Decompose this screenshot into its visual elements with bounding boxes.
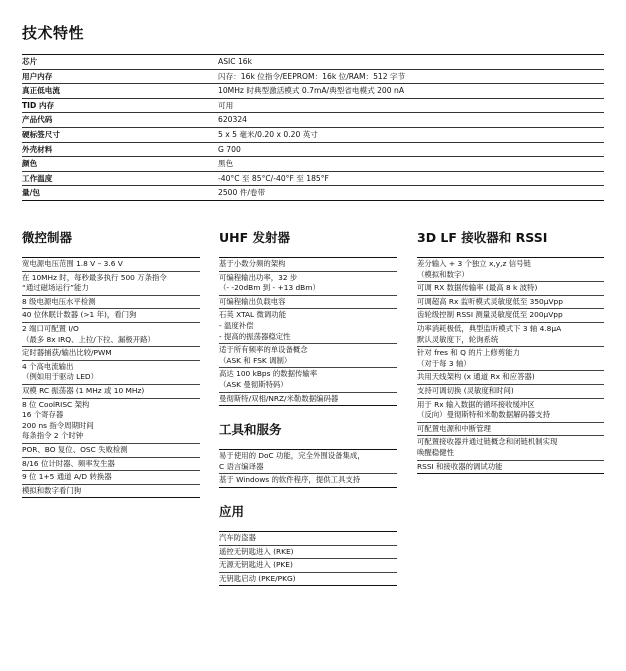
- feature-list-item: 可调 RX 数据传输率 (最高 8 k 波特): [417, 282, 604, 296]
- spec-value: G 700: [218, 142, 604, 157]
- feature-list-item: 在 10MHz 时，每秒最多执行 500 万条指令 “通过磁场运行”能力: [22, 272, 200, 296]
- spec-key: 量/包: [22, 186, 218, 201]
- feature-list-item: 用于 Rx 输入数据的循环接收缓冲区 （反向）曼彻斯特和米勒数据解码器支持: [417, 399, 604, 423]
- spec-value: -40°C 至 85°C/-40°F 至 185°F: [218, 171, 604, 186]
- spec-row: [22, 113, 604, 128]
- feature-list: [219, 531, 397, 586]
- spec-table: [22, 54, 604, 201]
- feature-list: [219, 449, 397, 488]
- feature-list-item: POR、BO 复位、OSC 失败检测: [22, 444, 200, 458]
- feature-list-item: 可配置接收器并通过链概念和闭链机制实现 唤醒稳健性: [417, 436, 604, 460]
- feature-list-item: 齿轮级控制 RSSI 测量灵敏度低至 200µVpp: [417, 309, 604, 323]
- feature-list-item: 易于使用的 DoC 功能，完全外围设备集成， C 语言编译器: [219, 450, 397, 474]
- feature-list-item: 双模 RC 振荡器 (1 MHz 或 10 MHz): [22, 385, 200, 399]
- feature-list-item: 可编程输出功率，32 步 （- -20dBm 到 - +13 dBm）: [219, 272, 397, 296]
- feature-list-item: 9 位 1+5 通道 A/D 转换器: [22, 471, 200, 485]
- spec-key: 工作温度: [22, 171, 218, 186]
- feature-list-item: 无钥匙启动 (PKE/PKG): [219, 573, 397, 587]
- feature-list-item: 高达 100 kBps 的数据传输率 （ASK 曼彻斯特码）: [219, 368, 397, 392]
- spec-value: 闪存：16k 位指令/EEPROM：16k 位/RAM：512 字节: [218, 69, 604, 84]
- section-heading: 3D LF 接收器和 RSSI: [417, 230, 548, 245]
- feature-column-1: [22, 228, 200, 498]
- feature-list-item: 共用天线架构 (x 通道 Rx 和应答器): [417, 371, 604, 385]
- feature-list-item: 40 位休眠计数器 (>1 年)，看门狗: [22, 309, 200, 323]
- feature-list-item: 遥控无钥匙进入 (RKE): [219, 546, 397, 560]
- section-heading: UHF 发射器: [219, 230, 291, 245]
- feature-list: [219, 257, 397, 406]
- spec-row: [22, 157, 604, 172]
- feature-list-item: 2 端口可配置 I/O （最多 8x IRQ、上拉/下拉、漏极开路）: [22, 323, 200, 347]
- feature-list-item: 差分输入 + 3 个独立 x,y,z 信号链 （模拟和数字）: [417, 258, 604, 282]
- feature-list-item: RSSI 和接收器的调试功能: [417, 461, 604, 475]
- spec-key: 硬标签尺寸: [22, 127, 218, 142]
- feature-section: [219, 420, 397, 488]
- spec-table-body: [22, 55, 604, 201]
- spec-key: 芯片: [22, 55, 218, 70]
- spec-value: ASIC 16k: [218, 55, 604, 70]
- feature-section: [219, 228, 397, 406]
- feature-column-2: [219, 228, 397, 586]
- spec-key: 真正低电流: [22, 84, 218, 99]
- feature-list-item: 石英 XTAL 微调功能 - 温度补偿 - 提高的振荡器稳定性: [219, 309, 397, 344]
- section-heading: 工具和服务: [219, 422, 282, 438]
- spec-value: 可用: [218, 98, 604, 113]
- feature-list-item: 可配置电源和中断管理: [417, 423, 604, 437]
- feature-list-item: 8 级电源电压水平检测: [22, 296, 200, 310]
- feature-list-item: 8 位 CoolRISC 架构 16 个寄存器 200 ns 指令周期时间 每条指令 2 个时钟: [22, 399, 200, 444]
- spec-row: [22, 84, 604, 99]
- spec-row: [22, 98, 604, 113]
- feature-list-item: 基于 Windows 的软件程序，提供工具支持: [219, 474, 397, 488]
- feature-list-item: 支持可调切换 (灵敏度和时间): [417, 385, 604, 399]
- spec-value: 5 x 5 毫米/0.20 x 0.20 英寸: [218, 127, 604, 142]
- spec-row: [22, 69, 604, 84]
- feature-list-item: 曼彻斯特/双相/NRZ/米勒数据编码器: [219, 393, 397, 407]
- feature-list: [417, 257, 604, 474]
- spec-key: 颜色: [22, 157, 218, 172]
- datasheet-page: [22, 22, 604, 583]
- feature-list-item: 8/16 位计时器、频率发生器: [22, 458, 200, 472]
- feature-list-item: 汽车防盗器: [219, 532, 397, 546]
- spec-value: 620324: [218, 113, 604, 128]
- feature-section: [219, 502, 397, 586]
- spec-row: [22, 55, 604, 70]
- feature-list-item: 功率消耗极低，典型监听模式下 3 轴 4.8µA 默认灵敏度下，轮询系统: [417, 323, 604, 347]
- spec-value: 黑色: [218, 157, 604, 172]
- feature-list-item: 可编程输出负载电容: [219, 296, 397, 310]
- feature-list-item: 基于小数分频的架构: [219, 258, 397, 272]
- spec-key: 产品代码: [22, 113, 218, 128]
- spec-value: 10MHz 时典型激活模式 0.7mA/典型省电模式 200 nA: [218, 84, 604, 99]
- feature-list-item: 4 个高电流输出 （例如用于驱动 LED）: [22, 361, 200, 385]
- feature-list-item: 适于所有频率的单设备概念 （ASK 和 FSK 调制）: [219, 344, 397, 368]
- feature-section: [22, 228, 200, 498]
- spec-key: 用户内存: [22, 69, 218, 84]
- spec-row: [22, 171, 604, 186]
- feature-section: [417, 228, 604, 474]
- spec-key: 外壳材料: [22, 142, 218, 157]
- section-heading: 微控制器: [22, 230, 73, 245]
- feature-list-item: 可调超高 Rx 监听模式灵敏度低至 350µVpp: [417, 296, 604, 310]
- feature-list-item: 宽电源电压范围 1.8 V – 3.6 V: [22, 258, 200, 272]
- section-heading: 应用: [219, 503, 245, 519]
- spec-row: [22, 186, 604, 201]
- feature-list-item: 模拟和数字看门狗: [22, 485, 200, 499]
- feature-list: [22, 257, 200, 498]
- spec-key: TID 内存: [22, 98, 218, 113]
- spec-row: [22, 127, 604, 142]
- feature-list-item: 针对 fres 和 Q 的片上修剪能力 （对于每 3 轴）: [417, 347, 604, 371]
- spec-row: [22, 142, 604, 157]
- spec-value: 2500 件/卷带: [218, 186, 604, 201]
- feature-list-item: 定时器捕获/输出比较/PWM: [22, 347, 200, 361]
- page-title: 技术特性: [22, 24, 85, 42]
- feature-column-3: [417, 228, 604, 474]
- feature-list-item: 无源无钥匙进入 (PKE): [219, 559, 397, 573]
